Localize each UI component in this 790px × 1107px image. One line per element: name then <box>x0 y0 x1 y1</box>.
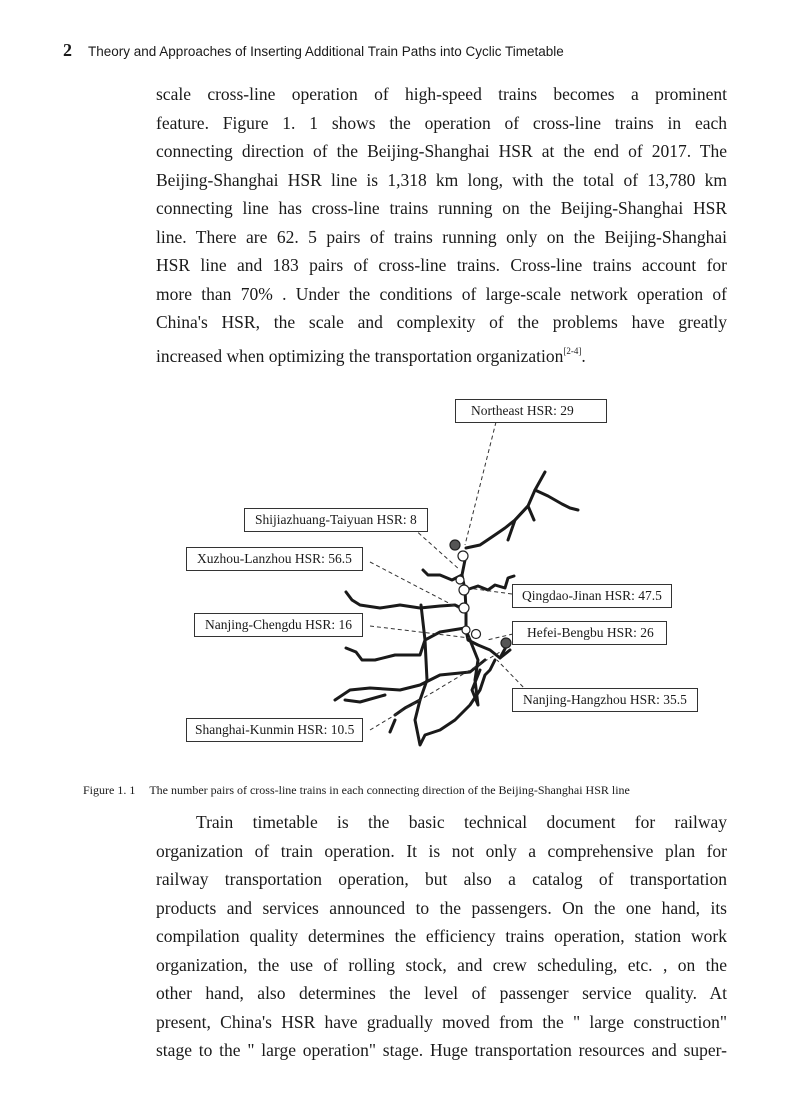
label-shijiazhuang-taiyuan-hsr: Shijiazhuang-Taiyuan HSR: 8 <box>244 508 428 532</box>
text-line: line. There are 62. 5 pairs of trains running only on the Beijing-Shanghai <box>156 226 727 247</box>
caption-number: Figure 1. 1 <box>83 783 136 797</box>
text-line: scale cross-line operation of high-speed trains becomes a prominent <box>156 84 727 104</box>
label-northeast-hsr: Northeast HSR: 29 <box>455 399 607 423</box>
label-qingdao-jinan-hsr: Qingdao-Jinan HSR: 47.5 <box>512 584 672 608</box>
label-nanjing-chengdu-hsr: Nanjing-Chengdu HSR: 16 <box>194 613 363 637</box>
text-line: organization of train operation. It is not only a comprehensive plan for <box>156 840 727 861</box>
text-line: connecting direction of the Beijing-Shanghai HSR at the end of 2017. The <box>156 141 727 161</box>
running-head <box>63 40 564 61</box>
text-line: railway transportation operation, but also a catalog of transportation <box>156 869 727 889</box>
citation: [2-4] <box>563 345 582 356</box>
page-number: 2 <box>63 40 72 60</box>
text-line: connecting line has cross-line trains running on the Beijing-Shanghai HSR <box>156 198 727 218</box>
paragraph-2 <box>156 808 727 1065</box>
caption-text: The number pairs of cross-line trains in each connecting direction of the Beijing-Shanghai HSR line <box>149 783 630 797</box>
text-line: present, China's HSR have gradually moved from the " large construction" <box>156 1011 727 1032</box>
text-fragment: . <box>581 345 586 366</box>
label-nanjing-hangzhou-hsr: Nanjing-Hangzhou HSR: 35.5 <box>512 688 698 712</box>
text-line: feature. Figure 1. 1 shows the operation of cross-line trains in each <box>156 112 727 133</box>
text-line: organization, the use of rolling stock, and crew scheduling, etc. , on the <box>156 954 727 975</box>
text-line: Beijing-Shanghai HSR line is 1,318 km long, with the total of 13,780 km <box>156 169 727 190</box>
text-line: China's HSR, the scale and complexity of the problems have greatly <box>156 312 727 332</box>
book-title: Theory and Approaches of Inserting Additional Train Paths into Cyclic Timetable <box>88 44 564 59</box>
text-line: compilation quality determines the efficiency trains operation, station work <box>156 926 727 946</box>
paragraph-1 <box>156 80 727 365</box>
label-xuzhou-lanzhou-hsr: Xuzhou-Lanzhou HSR: 56.5 <box>186 547 363 571</box>
text-line: Train timetable is the basic technical document for railway <box>196 812 727 832</box>
figure-caption <box>83 783 630 798</box>
label-shanghai-kunmin-hsr: Shanghai-Kunmin HSR: 10.5 <box>186 718 363 742</box>
text-line: more than 70% . Under the conditions of large-scale network operation of <box>156 283 727 304</box>
text-line: products and services announced to the passengers. On the one hand, its <box>156 897 727 918</box>
text-line: HSR line and 183 pairs of cross-line trains. Cross-line trains account for <box>156 255 727 275</box>
figure-hsr-network <box>0 360 790 780</box>
railway-network-map <box>0 360 790 780</box>
label-hefei-bengbu-hsr: Hefei-Bengbu HSR: 26 <box>512 621 667 645</box>
text-line: stage to the " large operation" stage. Huge transportation resources and super- <box>156 1040 727 1060</box>
text-line: other hand, also determines the level of passenger service quality. At <box>156 983 727 1003</box>
text-fragment: increased when optimizing the transportation organization <box>156 345 564 366</box>
